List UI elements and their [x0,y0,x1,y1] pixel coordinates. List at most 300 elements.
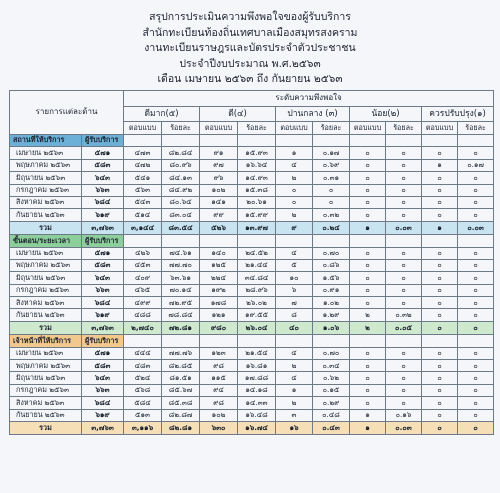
count-cell: ๐ [422,172,458,184]
count-cell: ๔ [276,247,313,259]
empty-cell [124,135,162,147]
percent-cell: ๐ [386,247,422,259]
total-percent-cell: ๗๒.๘๑ [162,321,200,334]
count-cell: ๐ [350,196,386,208]
count-cell: ๒ [276,360,313,372]
count-cell: ๐ [422,247,458,259]
count-cell: ๔๕๓ [124,259,162,271]
count-cell: ๔๗๓ [124,147,162,159]
total-count-cell: ๑ [422,221,458,234]
month-label: กันยายน ๒๕๖๓ [10,309,82,321]
respondent-count: ๖๖๓ [82,284,124,296]
total-row [10,221,494,234]
count-cell: ๑ [350,409,386,421]
month-label: กรกฎาคม ๒๕๖๓ [10,284,82,296]
count-cell: ๐ [422,284,458,296]
count-cell: ๐ [350,147,386,159]
level-header-5: ดีมาก(๕) [124,107,200,122]
total-count-cell: ๓,๑๔๔ [124,221,162,234]
table-row [10,297,494,309]
total-count-cell: ๑ [350,421,386,434]
empty-cell [422,135,458,147]
count-cell: ๙๑ [200,147,238,159]
percent-cell: ๐.๑๗ [313,147,350,159]
respondent-count: ๕๘๓ [82,360,124,372]
percent-cell: ๐.๓๒ [386,309,422,321]
level-header-3: ปานกลาง (๓) [276,107,350,122]
count-cell: ๐ [350,397,386,409]
percent-cell: ๘๔.๙๒ [162,184,200,196]
percent-cell: ๒๑.๔๔ [238,259,276,271]
item-header: รายการแต่ละด้าน [10,91,124,135]
heading-line-3: งานทะเบียนราษฎรและบัตรประจำตัวประชาชน [144,42,356,54]
percent-cell: ๗๘.๘๔ [162,309,200,321]
count-cell: ๙๘ [200,360,238,372]
count-cell: ๑๔๑ [200,196,238,208]
count-cell: ๐ [422,259,458,271]
month-label: สิงหาคม ๒๕๖๓ [10,397,82,409]
percent-cell: ๑๖.๔๘ [238,409,276,421]
respondent-count: ๖๑๙ [82,309,124,321]
table-row [10,159,494,171]
month-label: มิถุนายน ๒๕๖๓ [10,272,82,284]
percent-cell: ๐ [458,272,494,284]
month-label: พฤษภาคม ๒๕๖๓ [10,159,82,171]
count-cell: ๐ [276,196,313,208]
percent-cell: ๐.๔๘ [313,409,350,421]
count-cell: ๐ [350,209,386,221]
empty-cell [458,235,494,247]
percent-cell: ๑๖.๘๑ [238,360,276,372]
sub-header-percent: ร้อยละ [313,122,350,135]
count-cell: ๐ [276,184,313,196]
document-heading [0,10,500,88]
percent-cell: ๐ [458,147,494,159]
count-cell: ๖ [276,284,313,296]
count-cell: ๒ [350,309,386,321]
percent-cell: ๑๔.๓๓ [238,397,276,409]
count-cell: ๒ [276,397,313,409]
percent-cell: ๑.๒๙ [313,309,350,321]
count-cell: ๐ [350,184,386,196]
total-respondents: ๓,๗๖๓ [82,321,124,334]
table-row [10,384,494,396]
table-row [10,347,494,359]
total-percent-cell: ๑๖.๗๔ [238,421,276,434]
percent-cell: ๑๕.๓๘ [238,184,276,196]
empty-cell [458,135,494,147]
count-cell: ๐ [422,372,458,384]
total-percent-cell: ๐.๐๕ [386,321,422,334]
count-cell: ๐ [350,159,386,171]
total-percent-cell: ๑.๐๖ [313,321,350,334]
percent-cell: ๐.๑๕ [313,384,350,396]
count-cell: ๕๖๓ [124,184,162,196]
count-cell: ๑๐๒ [200,409,238,421]
empty-cell [238,335,276,347]
percent-cell: ๐.๓๑ [313,172,350,184]
percent-cell: ๐ [386,360,422,372]
sub-header-count: ตอบแบบ [124,122,162,135]
respondents-header: ผู้รับบริการ [82,135,124,147]
count-cell: ๕๑๓ [124,409,162,421]
month-label: สิงหาคม ๒๕๖๓ [10,297,82,309]
empty-cell [162,335,200,347]
count-cell: ๑๙๒ [200,284,238,296]
percent-cell: ๗๒.๙๕ [162,297,200,309]
percent-cell: ๗๗.๗๐ [162,259,200,271]
empty-cell [350,235,386,247]
month-label: มิถุนายน ๒๕๖๓ [10,172,82,184]
month-label: มิถุนายน ๒๕๖๓ [10,372,82,384]
percent-cell: ๐ [386,397,422,409]
percent-cell: ๑๕.๙๓ [238,147,276,159]
respondent-count: ๖๔๓ [82,372,124,384]
total-count-cell: ๖๓๐ [200,421,238,434]
respondent-count: ๖๖๓ [82,384,124,396]
percent-cell: ๘๕.๖๗ [162,384,200,396]
percent-cell: ๐ [313,196,350,208]
count-cell: ๐ [422,147,458,159]
count-cell: ๐ [422,196,458,208]
empty-cell [276,335,313,347]
percent-cell: ๗๔.๖๑ [162,247,200,259]
percent-cell: ๑๔.๙๓ [238,172,276,184]
empty-cell [350,135,386,147]
heading-line-5: เดือน เมษายน ๒๕๖๓ ถึง กันยายน ๒๕๖๓ [157,73,343,85]
respondents-header: ผู้รับบริการ [82,335,124,347]
sub-header-percent: ร้อยละ [162,122,200,135]
percent-cell: ๐ [458,172,494,184]
empty-cell [458,335,494,347]
total-count-cell: ๙ [276,221,313,234]
count-cell: ๔๖๕ [124,284,162,296]
count-cell: ๙๗ [200,159,238,171]
total-percent-cell: ๐.๒๔ [313,221,350,234]
percent-cell: ๐.๖๙ [313,159,350,171]
count-cell: ๑ [276,147,313,159]
month-label: กันยายน ๒๕๖๓ [10,209,82,221]
empty-cell [124,235,162,247]
count-cell: ๐ [350,172,386,184]
respondent-count: ๕๘๓ [82,259,124,271]
empty-cell [386,135,422,147]
count-cell: ๐ [422,360,458,372]
count-cell: ๐ [422,347,458,359]
count-cell: ๕๖๘ [124,384,162,396]
count-cell: ๐ [350,259,386,271]
satisfaction-table [9,90,494,435]
total-percent-cell: ๐.๐๓ [386,421,422,434]
section-header-row [10,235,494,247]
count-cell: ๔๗๒ [124,159,162,171]
month-label: กันยายน ๒๕๖๓ [10,409,82,421]
percent-cell: ๐ [386,284,422,296]
table-row [10,147,494,159]
table-row [10,397,494,409]
total-percent-cell: ๐ [458,421,494,434]
count-cell: ๐ [422,209,458,221]
empty-cell [200,235,238,247]
empty-cell [313,235,350,247]
table-row [10,409,494,421]
percent-cell: ๒๘.๙๖ [238,284,276,296]
respondent-count: ๖๖๓ [82,184,124,196]
level-header-2: น้อย(๒) [350,107,422,122]
count-cell: ๑๒๑ [200,309,238,321]
count-cell: ๑๐๒ [200,184,238,196]
count-cell: ๐ [422,384,458,396]
empty-cell [162,235,200,247]
total-percent-cell: ๐.๐๓ [458,221,494,234]
total-count-cell: ๒ [350,321,386,334]
level-header: ระดับความพึงพอใจ [124,91,494,107]
table-row [10,272,494,284]
percent-cell: ๘๕.๓๘ [162,397,200,409]
empty-cell [238,135,276,147]
respondent-count: ๕๘๓ [82,159,124,171]
percent-cell: ๘๒.๘๕ [162,360,200,372]
count-cell: ๙๖ [200,172,238,184]
percent-cell: ๐ [386,384,422,396]
total-percent-cell: ๘๒.๘๑ [162,421,200,434]
percent-cell: ๐ [458,397,494,409]
respondents-header: ผู้รับบริการ [82,235,124,247]
percent-cell: ๘๒.๘๔ [162,147,200,159]
section-title: เจ้าหน้าที่ให้บริการ [10,335,82,347]
percent-cell: ๐ [458,347,494,359]
count-cell: ๐ [350,297,386,309]
empty-cell [200,335,238,347]
count-cell: ๗ [276,297,313,309]
percent-cell: ๐.๒๙ [313,397,350,409]
percent-cell: ๐.๘๖ [313,259,350,271]
count-cell: ๔ [276,347,313,359]
empty-cell [386,235,422,247]
count-cell: ๕๒๔ [124,372,162,384]
month-label: พฤษภาคม ๒๕๖๓ [10,259,82,271]
percent-cell: ๘๐.๖๔ [162,196,200,208]
total-respondents: ๓,๗๖๓ [82,421,124,434]
percent-cell: ๑.๕๖ [313,272,350,284]
percent-cell: ๗๗.๗๖ [162,347,200,359]
month-label: เมษายน ๒๕๖๓ [10,247,82,259]
level-header-4: ดี(๔) [200,107,276,122]
percent-cell: ๐ [386,347,422,359]
count-cell: ๐ [422,184,458,196]
month-label: พฤษภาคม ๒๕๖๓ [10,360,82,372]
percent-cell: ๐.๙๑ [313,284,350,296]
table-row [10,172,494,184]
percent-cell: ๐.๓๔ [313,360,350,372]
percent-cell: ๒๐.๖๑ [238,196,276,208]
percent-cell: ๘๐.๙๖ [162,159,200,171]
percent-cell: ๘๑.๕๑ [162,372,200,384]
count-cell: ๐ [350,284,386,296]
total-percent-cell: ๐.๔๓ [313,421,350,434]
count-cell: ๔๘๓ [124,360,162,372]
count-cell: ๑๒๕ [200,259,238,271]
count-cell: ๘ [276,309,313,321]
percent-cell: ๐.๖๒ [313,372,350,384]
sub-header-percent: ร้อยละ [238,122,276,135]
count-cell: ๙๙ [200,209,238,221]
respondent-count: ๖๘๔ [82,397,124,409]
total-label: รวม [10,221,82,234]
empty-cell [124,335,162,347]
total-count-cell: ๑ [350,221,386,234]
count-cell: ๑ [422,159,458,171]
count-cell: ๒ [276,172,313,184]
level-header-1: ควรปรับปรุง(๑) [422,107,494,122]
empty-cell [162,135,200,147]
percent-cell: ๐ [386,147,422,159]
month-label: เมษายน ๒๕๖๓ [10,147,82,159]
count-cell: ๑๔๐ [200,247,238,259]
count-cell: ๔ [276,159,313,171]
respondent-count: ๖๘๔ [82,196,124,208]
count-cell: ๐ [422,309,458,321]
percent-cell: ๐ [458,409,494,421]
percent-cell: ๐.๓๒ [313,209,350,221]
sub-header-percent: ร้อยละ [458,122,494,135]
count-cell: ๑๗๘ [200,297,238,309]
respondent-count: ๖๑๙ [82,209,124,221]
table-row [10,372,494,384]
percent-cell: ๐ [386,184,422,196]
percent-cell: ๐ [386,196,422,208]
count-cell: ๙๔ [200,384,238,396]
sub-header-count: ตอบแบบ [422,122,458,135]
respondent-count: ๖๔๓ [82,272,124,284]
empty-cell [200,135,238,147]
month-label: กรกฎาคม ๒๕๖๓ [10,384,82,396]
percent-cell: ๑๗.๘๘ [238,372,276,384]
percent-cell: ๐.๗๐ [313,347,350,359]
table-body [10,135,494,435]
sub-header-percent: ร้อยละ [386,122,422,135]
table-row [10,259,494,271]
percent-cell: ๐ [386,297,422,309]
total-label: รวม [10,421,82,434]
section-title: ขั้นตอน/ระยะเวลา [10,235,82,247]
percent-cell: ๐ [458,297,494,309]
empty-cell [276,235,313,247]
table-row [10,284,494,296]
total-label: รวม [10,321,82,334]
percent-cell: ๓๔.๘๔ [238,272,276,284]
percent-cell: ๐ [458,309,494,321]
month-label: สิงหาคม ๒๕๖๓ [10,196,82,208]
empty-cell [313,335,350,347]
empty-cell [276,135,313,147]
sub-header-count: ตอบแบบ [200,122,238,135]
percent-cell: ๐ [458,372,494,384]
section-header-row [10,135,494,147]
percent-cell: ๐ [458,247,494,259]
empty-cell [313,135,350,147]
section-title: สถานที่ให้บริการ [10,135,82,147]
count-cell: ๑๐ [276,272,313,284]
count-cell: ๐ [350,247,386,259]
total-count-cell: ๙๘๐ [200,321,238,334]
percent-cell: ๐ [386,159,422,171]
count-cell: ๐ [422,409,458,421]
respondent-count: ๕๗๑ [82,347,124,359]
percent-cell: ๐ [313,184,350,196]
respondent-count: ๖๘๔ [82,297,124,309]
empty-cell [238,235,276,247]
count-cell: ๔๐๙ [124,272,162,284]
section-header-row [10,335,494,347]
count-cell: ๕๑๔ [124,209,162,221]
percent-cell: ๐ [458,259,494,271]
table-row [10,184,494,196]
sub-header-count: ตอบแบบ [276,122,313,135]
percent-cell: ๐ [458,360,494,372]
percent-cell: ๒๔.๕๒ [238,247,276,259]
respondent-count: ๖๔๓ [82,172,124,184]
count-cell: ๐ [422,272,458,284]
count-cell: ๓ [276,409,313,421]
count-cell: ๕๔๓ [124,196,162,208]
percent-cell: ๐ [458,384,494,396]
total-count-cell: ๑๖ [276,421,313,434]
total-percent-cell: ๑๓.๙๗ [238,221,276,234]
table-row [10,196,494,208]
total-count-cell: ๒,๗๔๐ [124,321,162,334]
count-cell: ๒ [276,209,313,221]
respondent-count: ๕๗๑ [82,147,124,159]
percent-cell: ๑๔.๑๘ [238,384,276,396]
respondent-count: ๕๗๑ [82,247,124,259]
total-count-cell: ๐ [422,421,458,434]
month-label: กรกฎาคม ๒๕๖๓ [10,184,82,196]
count-cell: ๐ [350,360,386,372]
table-row [10,309,494,321]
count-cell: ๔๔๔ [124,347,162,359]
empty-cell [422,335,458,347]
percent-cell: ๒๑.๕๔ [238,347,276,359]
percent-cell: ๐ [458,284,494,296]
total-percent-cell: ๐.๐๓ [386,221,422,234]
count-cell: ๕๘๔ [124,397,162,409]
percent-cell: ๒๖.๐๒ [238,297,276,309]
count-cell: ๐ [350,272,386,284]
total-percent-cell: ๐ [458,321,494,334]
percent-cell: ๑.๐๒ [313,297,350,309]
heading-line-2: สำนักทะเบียนท้องถิ่นเทศบาลเมืองสมุทรสงคราม [142,26,358,39]
count-cell: ๔๙๙ [124,297,162,309]
table-row [10,209,494,221]
count-cell: ๕๔๑ [124,172,162,184]
count-cell: ๔ [276,372,313,384]
percent-cell: ๑๖.๖๔ [238,159,276,171]
count-cell: ๑๑๕ [200,372,238,384]
total-row [10,321,494,334]
count-cell: ๙๘ [200,397,238,409]
empty-cell [422,235,458,247]
percent-cell: ๐ [386,209,422,221]
count-cell: ๔๘๘ [124,309,162,321]
count-cell: ๑ [276,384,313,396]
sub-header-count: ตอบแบบ [350,122,386,135]
total-percent-cell: ๘๓.๕๔ [162,221,200,234]
percent-cell: ๐ [458,209,494,221]
percent-cell: ๐ [386,172,422,184]
percent-cell: ๑๙.๕๕ [238,309,276,321]
percent-cell: ๐.๑๖ [386,409,422,421]
